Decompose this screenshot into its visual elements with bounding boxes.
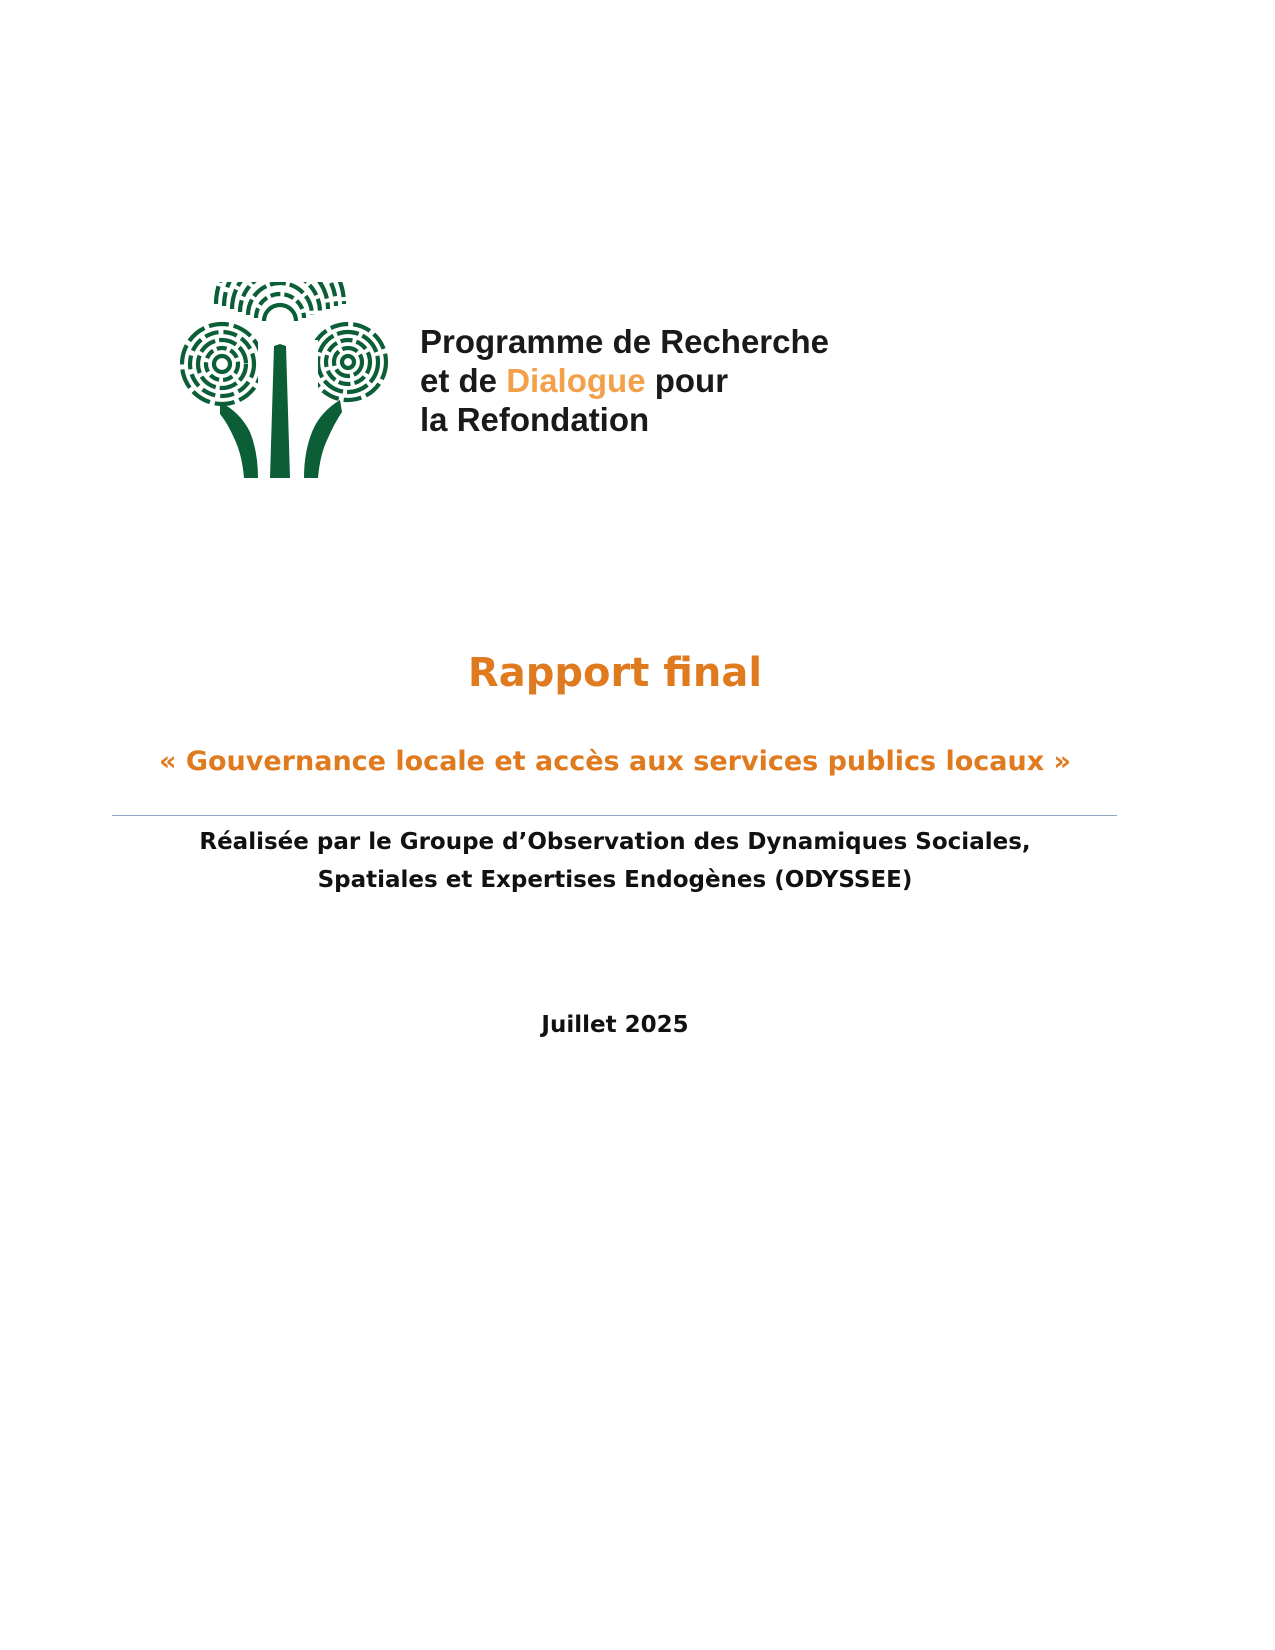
author-line-2: Spatiales et Expertises Endogènes (ODYSSEE) — [317, 867, 913, 893]
logo-line-2-pre: et de — [420, 362, 507, 399]
author-line-1: Réalisée par le Groupe d’Observation des Dynamiques Sociales, — [199, 829, 1031, 855]
logo-line-3: la Refondation — [420, 401, 650, 438]
logo-accent-word: Dialogue — [506, 362, 646, 399]
logo-line-2 — [420, 361, 829, 400]
document-date: Juillet 2025 — [541, 1012, 689, 1038]
document-subtitle: « Gouvernance locale et accès aux services publics locaux » — [159, 746, 1071, 777]
logo-line-1: Programme de Recherche — [420, 323, 830, 360]
logo-wordmark — [420, 322, 829, 439]
logo-block — [180, 282, 940, 482]
horizontal-rule — [112, 815, 1117, 816]
author-block — [0, 823, 1230, 899]
logo-line-2-post: pour — [645, 362, 729, 399]
document-title: Rapport final — [467, 650, 763, 696]
tree-fingerprint-logo-icon — [180, 282, 396, 478]
